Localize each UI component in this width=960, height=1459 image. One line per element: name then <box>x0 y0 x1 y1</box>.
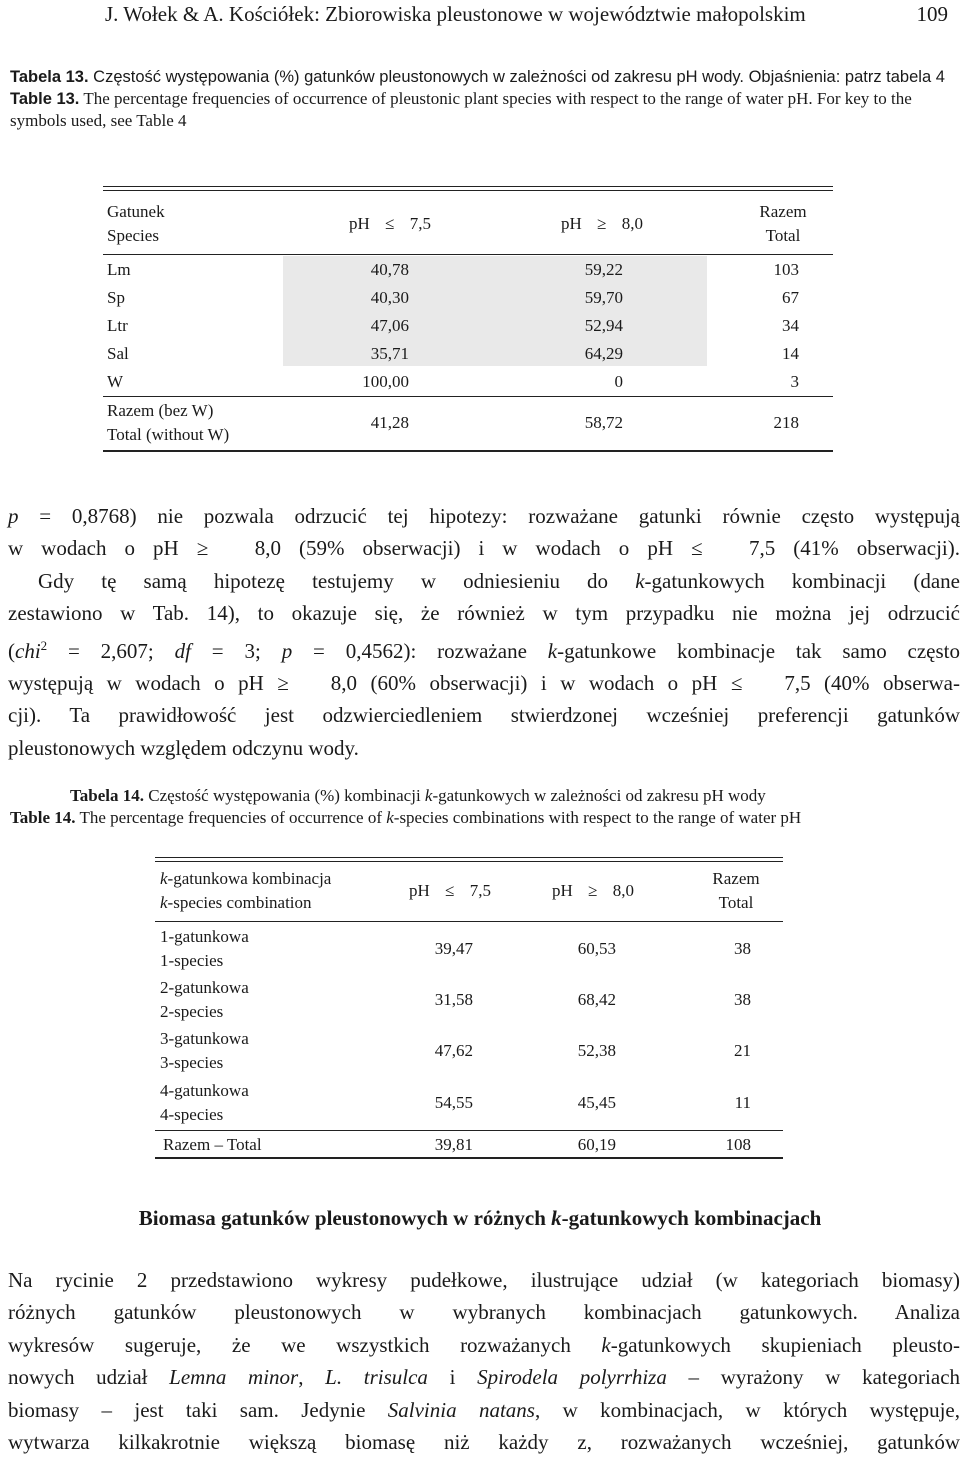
table13-row-lm-species: Lm <box>107 260 131 279</box>
table14-col-combo-en <box>160 893 312 913</box>
table14-caption-pl-b: -gatunkowych w zależności od zakresu pH wody <box>432 786 766 805</box>
table14-top-rule-2 <box>155 861 783 862</box>
table14-col-ph-high-value: 8,0 <box>612 881 635 900</box>
table13-col-species-en: Species <box>107 226 159 245</box>
section-title-b: -gatunkowych kombinacjach <box>561 1206 822 1230</box>
p2-lemna-minor: Lemna minor <box>169 1365 299 1390</box>
running-title: J. Wołek & A. Kościółek: Zbiorowiska pleustonowe w województwie małopolskim <box>105 2 806 26</box>
table14-row-2-ph-high: 68,42 <box>577 990 616 1009</box>
table14-row-4-ph-high: 45,45 <box>577 1093 616 1112</box>
section-title <box>0 1206 960 1231</box>
p1-line7: cji). Ta prawidłowość jest odzwierciedleniem stwierdzonej wcześniej preferencji gatunków <box>8 703 960 728</box>
table14-row-3-total: 21 <box>734 1041 751 1060</box>
geq-symbol: ≥ <box>277 671 289 696</box>
table14-total-rule <box>155 1130 783 1131</box>
p2-line5a: biomasy – jest taki sam. Jedynie <box>8 1397 388 1422</box>
p1-line2b: 8,0 (59% obserwacji) i w wodach o pH <box>236 536 691 561</box>
table14-header-rule <box>155 921 783 922</box>
p1-p2-italic: p <box>281 638 293 663</box>
table14-col-total-pl: Razem <box>712 869 760 888</box>
table14-row-3-ph-low: 47,62 <box>434 1041 473 1060</box>
table14-total-label: Razem – Total <box>163 1135 262 1154</box>
table13-caption <box>10 66 955 132</box>
table13-col-ph-low-value: 7,5 <box>409 214 432 233</box>
p1-line2c: 7,5 (41% obserwacji). <box>731 536 960 561</box>
table13-row-ltr-species: Ltr <box>107 316 128 335</box>
p1-k-italic: k <box>635 568 645 593</box>
table13-row-sal-total: 14 <box>782 344 799 363</box>
table13-caption-en-label: Table 13. <box>10 90 80 108</box>
p1-line5c: = 0,4562): rozważane <box>292 638 548 663</box>
table13-col-ph-high-prefix: pH <box>561 214 582 233</box>
table14-col-combo-pl-k: k <box>160 869 168 888</box>
p2-line4b: , <box>298 1365 326 1390</box>
table14-col-ph-low-prefix: pH <box>409 881 430 900</box>
table14-col-combo-pl-text: -gatunkowa kombinacja <box>167 869 332 888</box>
table14-row-1-ph-high: 60,53 <box>577 939 616 958</box>
table13-col-total-en: Total <box>765 226 801 245</box>
p2-line3a: wykresów sugeruje, że we wszystkich rozważanych <box>8 1332 602 1357</box>
table14-row-3-ph-high: 52,38 <box>577 1041 616 1060</box>
table14-row-1-label-pl: 1-gatunkowa <box>160 927 249 946</box>
table14-row-2-label-en: 2-species <box>160 1002 224 1021</box>
table14-total-total: 108 <box>725 1135 751 1154</box>
table13-row-ltr-ph-low: 47,06 <box>370 316 409 335</box>
table14-caption-en-k: k <box>386 808 394 827</box>
table13-total-total: 218 <box>773 413 799 432</box>
table13-total-rule <box>103 396 833 397</box>
table13-col-ph-high-value: 8,0 <box>621 214 644 233</box>
table14-row-3-label-pl: 3-gatunkowa <box>160 1029 249 1048</box>
table13-row-w-ph-high: 0 <box>614 372 623 391</box>
geq-symbol: ≥ <box>196 536 209 561</box>
table13-row-lm-ph-low: 40,78 <box>370 260 409 279</box>
p1-line6a: występują w wodach o pH <box>8 671 278 696</box>
table14-row-2-total: 38 <box>734 990 751 1009</box>
p2-line4d: – wyrażony w kategoriach <box>666 1365 960 1390</box>
p2-k-italic: k <box>601 1332 611 1357</box>
table13-col-ph-high <box>561 214 643 234</box>
p1-line3a: Gdy tę samą hipotezę testujemy w odniesieniu do <box>38 568 636 593</box>
table13-top-rule-1 <box>103 186 833 187</box>
p1-k2-italic: k <box>547 638 558 663</box>
p1-df-italic: df <box>174 638 191 663</box>
table14-total-ph-low: 39,81 <box>434 1135 473 1154</box>
table14-caption-en-a: The percentage frequencies of occurrence of <box>79 808 387 827</box>
table13-total-label-en: Total (without W) <box>107 425 230 444</box>
table14-col-total-en: Total <box>718 893 754 912</box>
p2-line5b: , w kombinacjach, w których występuje, <box>534 1397 960 1422</box>
running-header <box>0 0 960 30</box>
table13-row-sp-species: Sp <box>107 288 125 307</box>
table14-caption-pl-label: Tabela 14. <box>70 786 145 805</box>
table14-caption <box>10 785 955 829</box>
leq-symbol: ≤ <box>730 671 743 696</box>
table14-caption-en-b: -species combinations with respect to the range of water pH <box>393 808 802 827</box>
p1-chi-italic: chi <box>15 638 41 663</box>
geq-symbol: ≥ <box>588 881 598 900</box>
table13-row-sal-species: Sal <box>107 344 129 363</box>
p2-line2: różnych gatunków pleustonowych w wybranych kombinacjach gatunkowych. Analiza <box>8 1300 960 1325</box>
section-title-k: k <box>551 1206 562 1230</box>
table14-bottom-rule <box>155 1157 783 1159</box>
table14-caption-pl-k: k <box>424 786 433 805</box>
table14-row-4-label-pl: 4-gatunkowa <box>160 1081 249 1100</box>
p2-line1: Na rycinie 2 przedstawiono wykresy pudełkowe, ilustrujące udział (w kategoriach biomasy) <box>8 1268 960 1292</box>
table14-col-combo-en-text: -species combination <box>167 893 312 912</box>
p2-lemna-trisulca: L. trisulca <box>325 1365 428 1390</box>
table14-row-1-label-en: 1-species <box>160 951 224 970</box>
p1-p-italic: p <box>8 504 19 528</box>
paragraph-1 <box>8 500 960 764</box>
table14-row-1-total: 38 <box>734 939 751 958</box>
table13-caption-pl-text: Częstość występowania (%) gatunków pleustonowych w zależności od zakresu pH wody. Objaśnienia: patrz tabela 4 <box>93 68 945 86</box>
section-title-a: Biomasa gatunków pleustonowych w różnych <box>138 1206 552 1230</box>
p1-line1: = 0,8768) nie pozwala odrzucić tej hipotezy: rozważane gatunki równie często występują <box>18 504 960 528</box>
p1-line5b: = 3; <box>190 638 282 663</box>
table13-row-w-species: W <box>107 372 124 391</box>
table14-col-ph-low-value: 7,5 <box>469 881 492 900</box>
table14-top-rule-1 <box>155 857 783 858</box>
p2-salvinia: Salvinia natans <box>387 1397 535 1422</box>
table13-col-ph-low-prefix: pH <box>349 214 370 233</box>
table14-row-3-label-en: 3-species <box>160 1053 224 1072</box>
p1-line6b: 8,0 (60% obserwacji) i w wodach o pH <box>317 671 731 696</box>
table13-row-sp-ph-high: 59,70 <box>584 288 623 307</box>
table13-row-sal-ph-high: 64,29 <box>584 344 623 363</box>
table14-col-combo-en-k: k <box>160 893 168 912</box>
table13-total-ph-high: 58,72 <box>584 413 623 432</box>
table13-total-label-pl: Razem (bez W) <box>107 401 214 420</box>
p2-spirodela: Spirodela polyrrhiza <box>477 1365 667 1390</box>
table13-row-lm-total: 103 <box>773 260 799 279</box>
p2-line4c: i <box>427 1365 478 1390</box>
table14-caption-pl-a: Częstość występowania (%) kombinacji <box>148 786 425 805</box>
p2-line3b: -gatunkowych skupieniach pleusto- <box>610 1332 960 1357</box>
table14-col-ph-high <box>552 881 634 901</box>
geq-symbol: ≥ <box>597 214 607 233</box>
table14-row-4-total: 11 <box>734 1093 751 1112</box>
p1-line5a: = 2,607; <box>47 638 175 663</box>
table13-row-w-total: 3 <box>790 372 799 391</box>
p1-line4: zestawiono w Tab. 14), to okazuje się, że również w tym przypadku nie można jej odrzucić <box>8 601 960 626</box>
p1-line2a: w wodach o pH <box>8 536 197 561</box>
table13-header-rule <box>103 254 833 255</box>
table13-caption-en-text: The percentage frequencies of occurrence of pleustonic plant species with respect to the range of water pH. For key to the symbols used, see Table 4 <box>10 89 912 130</box>
table13-row-ltr-ph-high: 52,94 <box>584 316 623 335</box>
table13-row-sp-ph-low: 40,30 <box>370 288 409 307</box>
leq-symbol: ≤ <box>385 214 395 233</box>
table13-caption-pl-label: Tabela 13. <box>10 68 89 86</box>
table13-row-w-ph-low: 100,00 <box>362 372 409 391</box>
p1-line5d: -gatunkowe kombinacje tak samo często <box>557 638 960 663</box>
page-number: 109 <box>916 2 948 26</box>
table14-col-ph-low <box>409 881 491 901</box>
p2-line6: wytwarza kilkakrotnie większą biomasę niż każdy z, rozważanych wcześniej, gatunków <box>8 1430 960 1455</box>
leq-symbol: ≤ <box>445 881 455 900</box>
table13-row-sal-ph-low: 35,71 <box>370 344 409 363</box>
table14-row-4-ph-low: 54,55 <box>434 1093 473 1112</box>
table14 <box>155 857 783 1159</box>
table13-row-ltr-total: 34 <box>782 316 799 335</box>
table14-row-2-label-pl: 2-gatunkowa <box>160 978 249 997</box>
table14-row-2-ph-low: 31,58 <box>434 990 473 1009</box>
p1-line3b: -gatunkowych kombinacji (dane <box>644 568 960 593</box>
table13-top-rule-2 <box>103 190 833 191</box>
table13-row-lm-ph-high: 59,22 <box>584 260 623 279</box>
paragraph-2 <box>8 1264 960 1458</box>
table14-total-ph-high: 60,19 <box>577 1135 616 1154</box>
p1-line6c: 7,5 (40% obserwa- <box>770 671 960 696</box>
p2-line4a: nowych udział <box>8 1365 170 1390</box>
table14-col-ph-high-prefix: pH <box>552 881 573 900</box>
p1-chi-superscript: 2 <box>40 637 48 653</box>
table14-row-1-ph-low: 39,47 <box>434 939 473 958</box>
table14-row-4-label-en: 4-species <box>160 1105 224 1124</box>
table13-row-sp-total: 67 <box>782 288 799 307</box>
table14-col-combo-pl <box>160 869 331 889</box>
table13 <box>103 186 833 454</box>
table13-col-ph-low <box>349 214 431 234</box>
table13-col-total-pl: Razem <box>759 202 807 221</box>
table13-col-species-pl: Gatunek <box>107 202 165 221</box>
leq-symbol: ≤ <box>691 536 703 561</box>
p1-line8: pleustonowych względem odczynu wody. <box>8 735 359 760</box>
p1-line5-open: ( <box>8 638 15 663</box>
table13-bottom-rule <box>103 450 833 452</box>
table14-caption-en-label: Table 14. <box>10 808 76 827</box>
table13-total-ph-low: 41,28 <box>370 413 409 432</box>
